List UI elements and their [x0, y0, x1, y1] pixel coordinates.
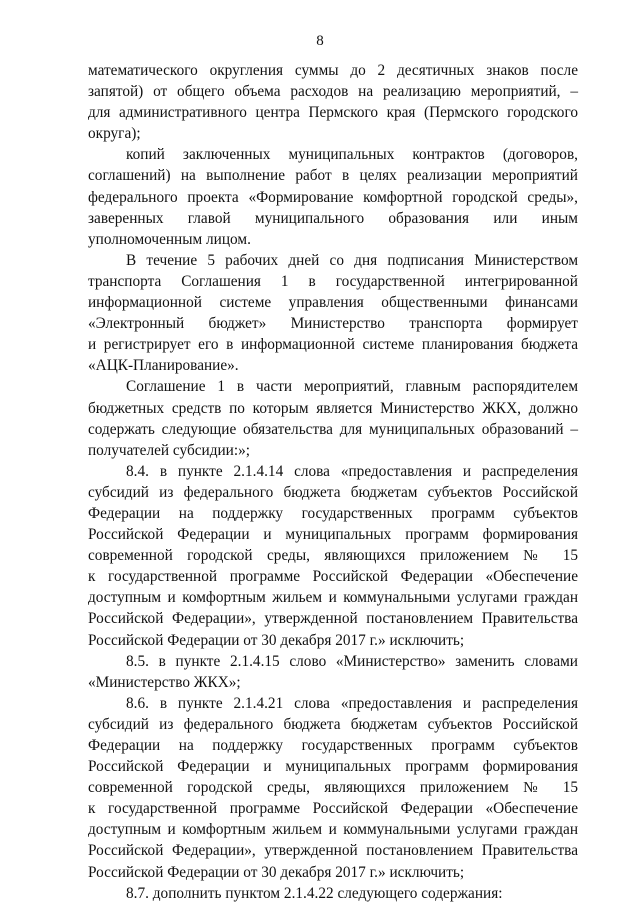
text-line: 8.7. дополнить пунктом 2.1.4.22 следующего содержания:	[126, 884, 503, 902]
text-line: соглашений) на выполнение работ в целях реализации мероприятий	[88, 167, 578, 185]
text-line: Соглашение 1 в части мероприятий, главным распорядителем	[126, 378, 578, 396]
text-line: математического округления суммы до 2 десятичных знаков после	[88, 62, 578, 79]
text-line: «АЦК-Планирование».	[88, 357, 239, 375]
text-line: доступным и комфортным жильем и коммунальными услугами граждан	[88, 589, 578, 607]
text-line: получателей субсидии:»;	[88, 441, 251, 459]
text-line: Российской Федерации», утвержденной постановлением Правительства	[88, 610, 578, 628]
text-line: Российской Федерации и муниципальных программ формирования	[88, 526, 578, 544]
text-line: к государственной программе Российской Федерации «Обеспечение	[88, 568, 578, 586]
text-line: округа);	[88, 125, 141, 143]
text-line: транспорта Соглашения 1 в государственной интегрированной	[88, 272, 578, 290]
text-line: бюджетных средств по которым является Министерство ЖКХ, должно	[88, 399, 578, 417]
text-line: уполномоченным лицом.	[88, 230, 251, 248]
text-line: 8.4. в пункте 2.1.4.14 слова «предоставления и распределения	[126, 462, 578, 480]
document-body	[88, 60, 578, 904]
text-line: «Министерство ЖКХ»;	[88, 673, 241, 691]
text-line: федерального проекта «Формирование комфортной городской среды»,	[88, 188, 578, 206]
text-line: и регистрирует его в информационной системе планирования бюджета	[88, 336, 578, 354]
text-line: Федерации на поддержку государственных программ субъектов	[88, 504, 578, 522]
text-line: современной городской среды, являющихся приложением № 15	[88, 779, 578, 797]
text-line: доступным и комфортным жильем и коммунальными услугами граждан	[88, 821, 578, 839]
text-line: «Электронный бюджет» Министерство транспорта формирует	[88, 315, 578, 333]
text-line: Федерации на поддержку государственных программ субъектов	[88, 737, 578, 754]
text-line: 8.5. в пункте 2.1.4.15 слово «Министерство» заменить словами	[126, 652, 578, 670]
text-line: субсидий из федерального бюджета бюджетам субъектов Российской	[88, 483, 578, 501]
text-line: Российской Федерации», утвержденной постановлением Правительства	[88, 842, 578, 860]
text-line: копий заключенных муниципальных контрактов (договоров,	[126, 146, 578, 164]
text-line: содержать следующие обязательства для муниципальных образований –	[88, 420, 578, 438]
text-line: для административного центра Пермского края (Пермского городского	[88, 104, 578, 122]
text-line: современной городской среды, являющихся приложением № 15	[88, 547, 578, 565]
text-line: информационной системе управления общественными финансами	[88, 294, 578, 312]
text-line: заверенных главой муниципального образования или иным	[88, 209, 578, 227]
text-line: 8.6. в пункте 2.1.4.21 слова «предоставления и распределения	[126, 694, 578, 712]
text-line: Российской Федерации от 30 декабря 2017 г.» исключить;	[88, 631, 465, 649]
text-line: Российской Федерации и муниципальных программ формирования	[88, 758, 578, 776]
text-line: В течение 5 рабочих дней со дня подписания Министерством	[126, 251, 578, 269]
text-line: субсидий из федерального бюджета бюджетам субъектов Российской	[88, 715, 578, 733]
page-number: 8	[316, 33, 324, 49]
text-line: запятой) от общего объема расходов на реализацию мероприятий, –	[88, 83, 578, 101]
text-line: Российской Федерации от 30 декабря 2017 г.» исключить;	[88, 863, 465, 881]
text-line: к государственной программе Российской Федерации «Обеспечение	[88, 800, 578, 818]
